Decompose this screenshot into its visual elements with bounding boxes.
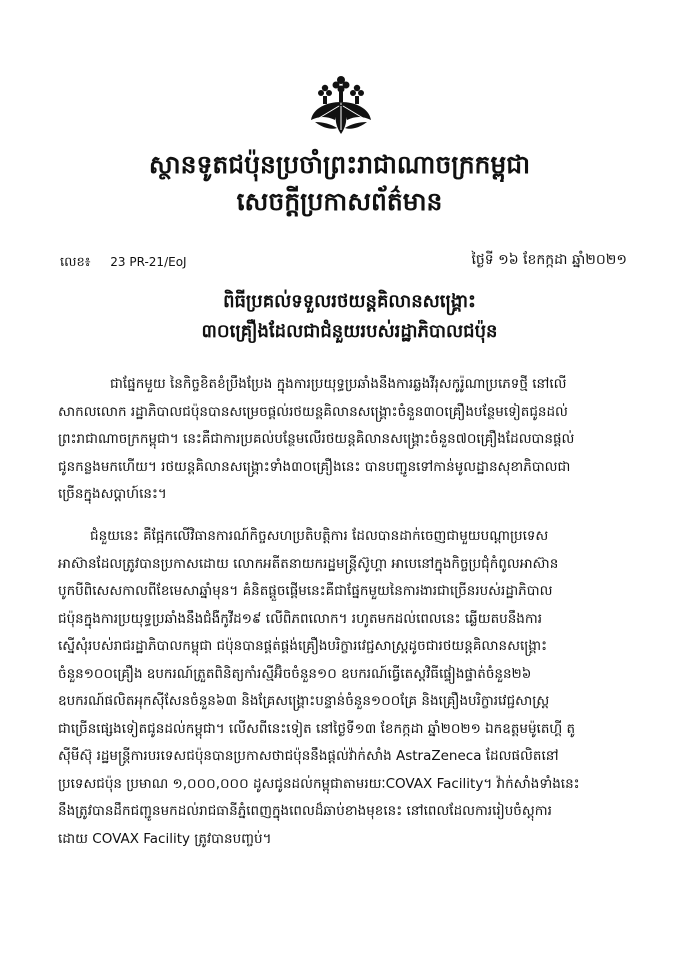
reference-number bbox=[60, 253, 187, 272]
paragraph-line: ស៊ីមីស៊ុ រដ្ឋមន្ត្រីការបរទេសជប៉ុនបានប្រកាសថាជប៉ុននឹងផ្តល់វ៉ាក់សាំង AstraZeneca ដែលផលិតនៅ bbox=[58, 748, 559, 764]
subject-line-1: ពិធីប្រគល់ទទួលរថយន្តគិលានសង្គ្រោះ bbox=[223, 291, 476, 312]
paragraph-line: ជូនកន្លងមកហើយ។ រថយន្តគិលានសង្គ្រោះទាំង៣០គ្រឿងនេះ បានបញ្ជូនទៅកាន់មូលដ្ឋានសុខាភិបាលជា bbox=[58, 458, 571, 475]
paragraph-line: ជំនួយនេះ គឺផ្អែកលើវិធានការណ៍កិច្ចសហប្រតិបត្តិការ ដែលបានដាក់ចេញជាមួយបណ្តាប្រទេស bbox=[90, 528, 549, 544]
reference-label: លេខ៖ bbox=[60, 255, 91, 270]
paulownia-crest-icon bbox=[305, 72, 377, 138]
paragraph-line: ស្នើសុំរបស់រាជរដ្ឋាភិបាលកម្ពុជា ជប៉ុនបានផ្គត់ផ្គង់គ្រឿងបរិក្ខារវេជ្ជសាស្ត្រដូចជារថយន្តគិលានសង្គ្រោះ bbox=[58, 638, 548, 654]
body-paragraph-1 bbox=[58, 371, 635, 509]
paragraph-line: អាស៊ានដែលត្រូវបានប្រកាសដោយ លោកអតីតនាយករដ្ឋមន្ត្រីស៊ូហ្គា អាបេនៅក្នុងកិច្ចប្រជុំកំពូលអាស៊ាន bbox=[58, 555, 559, 572]
paragraph-line: ឧបករណ៍ផលិតអុកស៊ីសែនចំនួន៦៣ និងគ្រែសង្គ្រោះបន្ទាន់ចំនួន១០០គ្រែ និងគ្រឿងបរិក្ខារវេជ្ជសាស្ត្រ bbox=[58, 693, 550, 709]
document-date: ថ្ងៃទី ១៦ ខែកក្កដា ឆ្នាំ២០២១ bbox=[471, 252, 627, 268]
paragraph-line: ព្រះរាជាណាចក្រកម្ពុជា។ នេះគឺជាការប្រគល់បន្ថែមលើរថយន្តគិលានសង្គ្រោះចំនួន៧០គ្រឿងដែលបានផ្តល់ bbox=[58, 431, 575, 447]
paragraph-line: ប្រទេសជប៉ុន ប្រមាណ ១,០០០,០០០ ដូសជូនដល់កម្ពុជាតាមរយៈCOVAX Facility។ វ៉ាក់សាំងទាំងនេះ bbox=[58, 775, 580, 792]
reference-value: 23 PR-21/EoJ bbox=[110, 255, 187, 269]
subject-line-2: ៣០គ្រឿងដែលជាជំនួយរបស់រដ្ឋាភិបាលជប៉ុន bbox=[201, 321, 498, 342]
paragraph-line: នឹងត្រូវបានដឹកជញ្ជូនមកដល់រាជធានីភ្នំពេញក្នុងពេលដ៏ឆាប់ខាងមុខនេះ នៅពេលដែលការរៀបចំស្តុការ bbox=[58, 803, 552, 819]
paragraph-line: សាកលលោក រដ្ឋាភិបាលជប៉ុនបានសម្រេចផ្តល់រថយន្តគិលានសង្គ្រោះចំនួន៣០គ្រឿងបន្ថែមទៀតជូនដល់ bbox=[58, 403, 568, 420]
paragraph-line: ច្រើនក្នុងសប្តាហ៍នេះ។ bbox=[58, 486, 167, 502]
paragraph-line: ជាផ្នែកមួយ នៃកិច្ចខិតខំប្រឹងប្រែង ក្នុងការប្រយុទ្ធប្រឆាំងនឹងការឆ្លងវីរុសកូរ៉ូណាប្រភេទថ្មី នៅលើ bbox=[110, 376, 567, 392]
paragraph-line: បូកបីពិសេសកាលពីខែមេសាឆ្នាំមុន។ គំនិតផ្តួចផ្តើមនេះគឺជាផ្នែកមួយនៃការងារជាច្រើនរបស់រដ្ឋាភិបាល bbox=[58, 583, 553, 599]
body-paragraph-2 bbox=[58, 523, 635, 853]
paragraph-line: ដោយ COVAX Facility ត្រូវបានបញ្ចប់។ bbox=[58, 830, 272, 847]
paragraph-line: ចំនួន១០០គ្រឿង ឧបករណ៍ត្រួតពិនិត្យកាំរស្មីអ៊ិចចំនួន១០ ឧបករណ៍ធ្វើតេស្តវិធីផ្ទៀងផ្ទាត់ចំនួន២៦ bbox=[58, 665, 532, 682]
paragraph-line: ជប៉ុនក្នុងការប្រយុទ្ធប្រឆាំងនឹងជំងឺកូវីដ១៩ លើពិភពលោក។ រហូតមកដល់ពេលនេះ ឆ្លើយតបនឹងការ bbox=[58, 610, 542, 627]
document-type-title: សេចក្តីប្រកាសព័ត៌មាន bbox=[236, 187, 443, 216]
embassy-name: ស្ថានទូតជប៉ុនប្រចាំព្រះរាជាណាចក្រកម្ពុជា bbox=[148, 150, 531, 179]
paragraph-line: ជាច្រើនផ្សេងទៀតជូនដល់កម្ពុជា។ លើសពីនេះទៀត នៅថ្ងៃទី១៣ ខែកក្កដា ឆ្នាំ២០២១ ឯកឧត្តមម៉ូតេហ្គី តូ bbox=[58, 720, 576, 737]
